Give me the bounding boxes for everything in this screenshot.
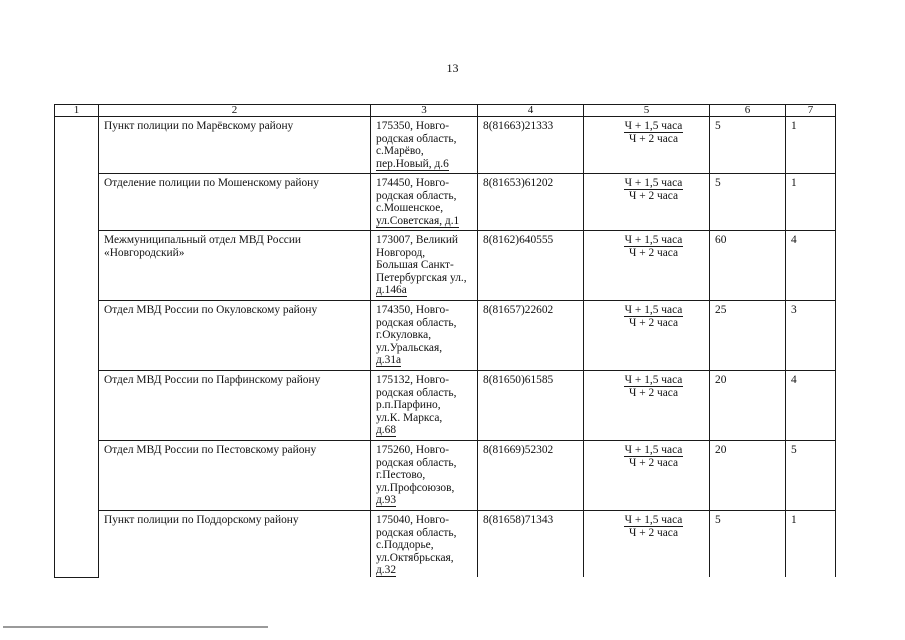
col-7-cell: 4 — [786, 231, 836, 301]
schedule-bottom: Ч + 2 часа — [628, 247, 679, 259]
header-col-6: 6 — [710, 105, 786, 117]
address-line: родская область, — [376, 386, 457, 399]
schedule-top: Ч + 1,5 часа — [624, 374, 683, 386]
schedule-fraction — [624, 444, 684, 469]
col-7-cell: 3 — [786, 301, 836, 371]
address-line: 174350, Новго- — [376, 304, 450, 316]
unit-name-cell: Межмуниципальный отдел МВД России «Новгородский» — [99, 231, 371, 301]
schedule-bottom: Ч + 2 часа — [628, 317, 679, 329]
schedule-cell — [584, 174, 710, 231]
address-line: ул.Советская, д.1 — [376, 214, 460, 227]
schedule-fraction — [624, 374, 684, 399]
col-6-cell: 5 — [710, 511, 786, 578]
col-7-cell: 4 — [786, 371, 836, 441]
address-line: пер.Новый, д.6 — [376, 157, 449, 170]
footer-rule — [3, 626, 268, 628]
address-line: ул.Октябрьская, — [376, 551, 454, 564]
address-line: родская область, — [376, 316, 457, 329]
address-cell — [371, 174, 478, 231]
address-line: д.31а — [376, 354, 402, 366]
unit-name-cell: Отдел МВД России по Окуловскому району — [99, 301, 371, 371]
unit-name-cell: Пункт полиции по Марёвскому району — [99, 117, 371, 174]
col-7-cell: 1 — [786, 511, 836, 578]
address-line: родская область, — [376, 132, 457, 145]
unit-name-cell: Пункт полиции по Поддорскому району — [99, 511, 371, 578]
address-line: 175260, Новго- — [376, 444, 450, 456]
address-line: 173007, Великий — [376, 234, 459, 246]
unit-name-cell: Отдел МВД России по Парфинскому району — [99, 371, 371, 441]
schedule-top: Ч + 1,5 часа — [624, 177, 683, 189]
table-row — [55, 231, 836, 301]
address-line: с.Мошенское, — [376, 202, 444, 214]
col-6-cell: 5 — [710, 174, 786, 231]
page-number: 13 — [446, 61, 459, 75]
schedule-fraction — [624, 177, 684, 202]
address-line: родская область, — [376, 189, 457, 202]
address-cell — [371, 117, 478, 174]
col-7-cell: 1 — [786, 174, 836, 231]
address-line: с.Марёво, — [376, 145, 424, 157]
schedule-top: Ч + 1,5 часа — [624, 234, 683, 246]
address-line: Большая Санкт- — [376, 259, 454, 271]
address-line: ул.К. Маркса, — [376, 411, 443, 424]
address-line: д.68 — [376, 424, 397, 436]
header-col-4: 4 — [478, 105, 584, 117]
address-line: с.Поддорье, — [376, 539, 434, 551]
address-line: родская область, — [376, 526, 457, 539]
schedule-cell — [584, 117, 710, 174]
header-col-5: 5 — [584, 105, 710, 117]
col-1-cell — [55, 117, 99, 578]
table-row — [55, 441, 836, 511]
header-row — [55, 105, 836, 117]
table-row — [55, 301, 836, 371]
header-col-1: 1 — [55, 105, 99, 117]
schedule-cell — [584, 231, 710, 301]
schedule-fraction — [624, 234, 684, 259]
address-line: д.93 — [376, 494, 397, 506]
address-line: 175350, Новго- — [376, 120, 450, 132]
schedule-bottom: Ч + 2 часа — [628, 387, 679, 399]
schedule-top: Ч + 1,5 часа — [624, 444, 683, 456]
schedule-cell — [584, 301, 710, 371]
phone-cell: 8(81650)61585 — [478, 371, 584, 441]
address-cell — [371, 231, 478, 301]
table-row — [55, 117, 836, 174]
phone-cell: 8(81663)21333 — [478, 117, 584, 174]
address-line: Петербургская ул., — [376, 271, 467, 284]
address-cell — [371, 511, 478, 578]
address-cell — [371, 441, 478, 511]
phone-cell: 8(8162)640555 — [478, 231, 584, 301]
header-col-3: 3 — [371, 105, 478, 117]
unit-name-cell: Отделение полиции по Мошенскому району — [99, 174, 371, 231]
schedule-fraction — [624, 120, 684, 145]
schedule-top: Ч + 1,5 часа — [624, 120, 683, 132]
schedule-cell — [584, 511, 710, 578]
table-row — [55, 511, 836, 578]
schedule-top: Ч + 1,5 часа — [624, 304, 683, 316]
schedule-bottom: Ч + 2 часа — [628, 527, 679, 539]
col-6-cell: 25 — [710, 301, 786, 371]
col-6-cell: 60 — [710, 231, 786, 301]
col-7-cell: 1 — [786, 117, 836, 174]
schedule-fraction — [624, 514, 684, 539]
phone-cell: 8(81658)71343 — [478, 511, 584, 578]
address-line: г.Окуловка, — [376, 329, 432, 341]
address-line: 175040, Новго- — [376, 514, 450, 526]
address-line: 174450, Новго- — [376, 177, 450, 189]
address-line: 175132, Новго- — [376, 374, 450, 386]
address-cell — [371, 301, 478, 371]
col-6-cell: 20 — [710, 371, 786, 441]
schedule-bottom: Ч + 2 часа — [628, 190, 679, 202]
address-line: р.п.Парфино, — [376, 399, 441, 411]
address-line: родская область, — [376, 456, 457, 469]
table-row — [55, 174, 836, 231]
address-line: г.Пестово, — [376, 469, 426, 481]
schedule-cell — [584, 441, 710, 511]
header-col-2: 2 — [99, 105, 371, 117]
schedule-top: Ч + 1,5 часа — [624, 514, 683, 526]
address-cell — [371, 371, 478, 441]
address-line: ул.Профсоюзов, — [376, 481, 455, 494]
police-units-table — [54, 104, 836, 578]
address-line: Новгород, — [376, 246, 426, 259]
unit-name-cell: Отдел МВД России по Пестовскому району — [99, 441, 371, 511]
phone-cell: 8(81657)22602 — [478, 301, 584, 371]
header-col-7: 7 — [786, 105, 836, 117]
table-row — [55, 371, 836, 441]
schedule-bottom: Ч + 2 часа — [628, 133, 679, 145]
schedule-bottom: Ч + 2 часа — [628, 457, 679, 469]
phone-cell: 8(81653)61202 — [478, 174, 584, 231]
col-6-cell: 20 — [710, 441, 786, 511]
phone-cell: 8(81669)52302 — [478, 441, 584, 511]
address-line: ул.Уральская, — [376, 341, 443, 354]
col-7-cell: 5 — [786, 441, 836, 511]
address-line: д.146а — [376, 284, 407, 296]
schedule-fraction — [624, 304, 684, 329]
schedule-cell — [584, 371, 710, 441]
table-body — [55, 117, 836, 578]
col-6-cell: 5 — [710, 117, 786, 174]
address-line: д.32 — [376, 564, 397, 576]
